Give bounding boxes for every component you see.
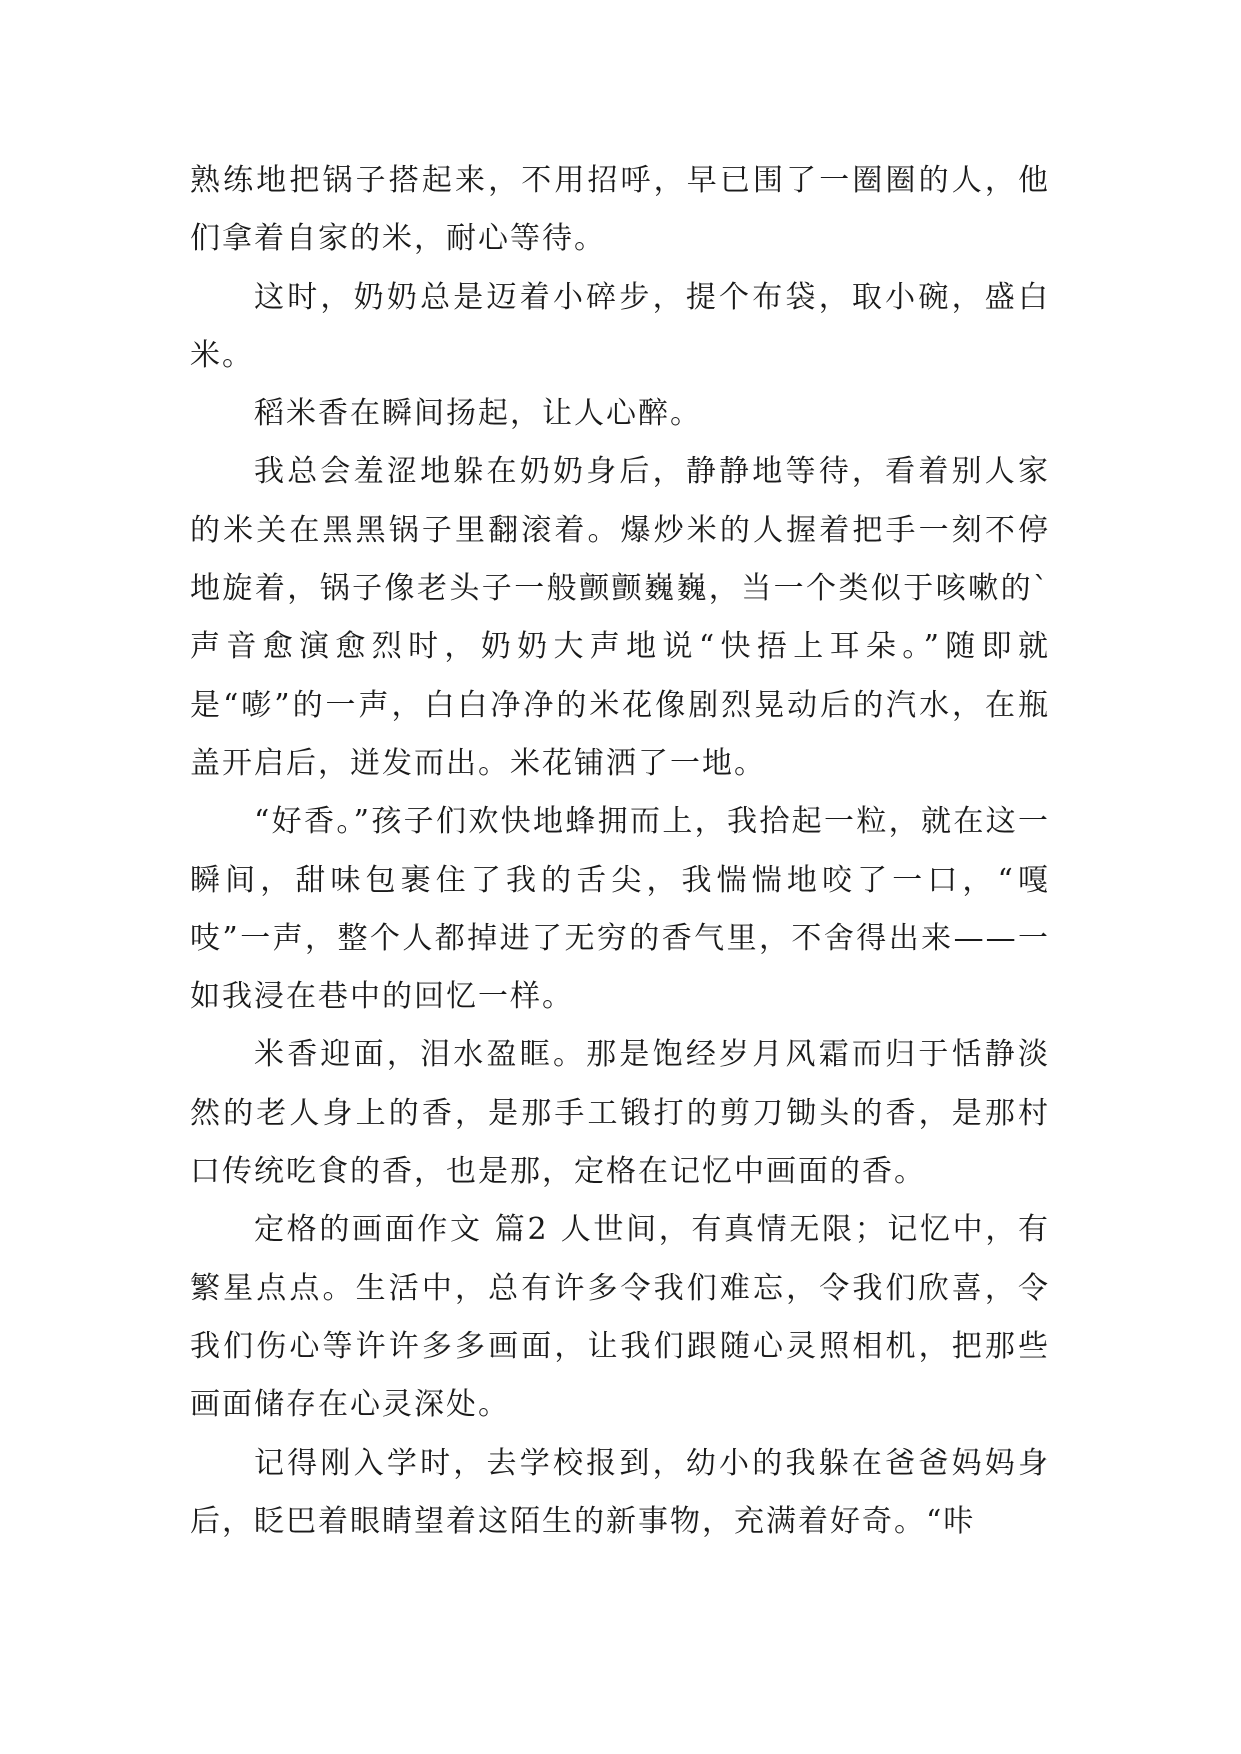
document-body [190, 152, 1050, 1551]
paragraph: 记得刚入学时，去学校报到，幼小的我躲在爸爸妈妈身后，眨巴着眼睛望着这陌生的新事物，充满着好奇。“咔 [190, 1445, 1050, 1539]
paragraph: 我总会羞涩地躲在奶奶身后，静静地等待，看着别人家的米关在黑黑锅子里翻滚着。爆炒米的人握着把手一刻不停地旋着，锅子像老头子一般颤颤巍巍，当一个类似于咳嗽的`声音愈演愈烈时，奶奶大声地说“快捂上耳朵。”随即就是“嘭”的一声，白白净净的米花像剧烈晃动后的汽水，在瓶盖开启后，迸发而出。米花铺洒了一地。 [190, 454, 1050, 781]
paragraph: 稻米香在瞬间扬起，让人心醉。 [254, 396, 702, 432]
paragraph: 定格的画面作文 篇2 人世间，有真情无限；记忆中，有繁星点点。生活中，总有许多令我们难忘，令我们欣喜，令我们伤心等许许多多画面，让我们跟随心灵照相机，把那些画面储存在心灵深处。 [190, 1212, 1050, 1423]
paragraph: 米香迎面，泪水盈眶。那是饱经岁月风霜而归于恬静淡然的老人身上的香，是那手工锻打的剪刀锄头的香，是那村口传统吃食的香，也是那，定格在记忆中画面的香。 [190, 1037, 1050, 1190]
paragraph: 熟练地把锅子搭起来，不用招呼，早已围了一圈圈的人，他们拿着自家的米，耐心等待。 [190, 163, 1050, 257]
paragraph: “好香。”孩子们欢快地蜂拥而上，我拾起一粒，就在这一瞬间，甜味包裹住了我的舌尖，我惴惴地咬了一口，“嘎吱”一声，整个人都掉进了无穷的香气里，不舍得出来——一如我浸在巷中的回忆一样。 [190, 804, 1050, 1015]
paragraph: 这时，奶奶总是迈着小碎步，提个布袋，取小碗，盛白米。 [190, 279, 1050, 373]
